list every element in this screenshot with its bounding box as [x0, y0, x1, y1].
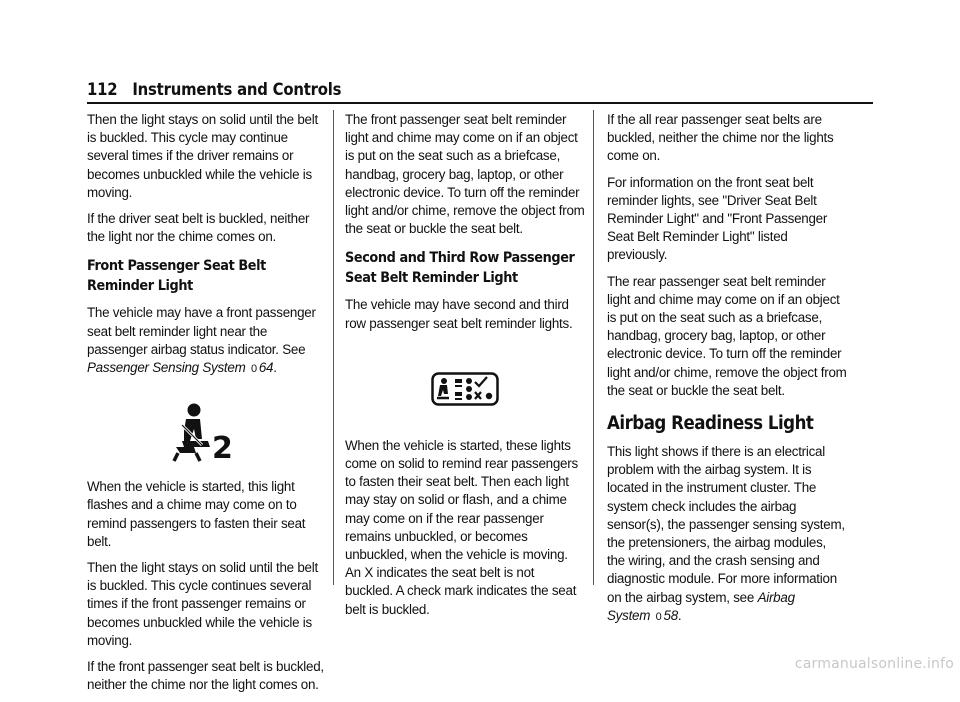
paragraph: For information on the front seat belt reminder lights, see "Driver Seat Belt Reminder Light" and "Front Passenger Seat Belt Reminder Light" listed previously. — [607, 174, 828, 263]
header-rule — [87, 102, 873, 104]
paragraph: If the all rear passenger seat belts are buckled, neither the chime nor the lights come on. — [607, 112, 834, 164]
section-heading: Front Passenger Seat Belt Reminder Light — [87, 258, 266, 295]
watermark: carmanualsonline.info — [794, 656, 954, 672]
section-heading: Airbag Readiness Light — [607, 413, 814, 435]
page-ref-icon: 0 — [655, 610, 662, 623]
cross-reference-link[interactable]: Passenger Sensing System 0 64 — [87, 360, 274, 376]
column-1 — [87, 111, 327, 702]
paragraph: The vehicle may have second and third row passenger seat belt reminder lights. — [345, 297, 573, 331]
column-2 — [345, 111, 585, 627]
paragraph: Then the light stays on solid until the belt is buckled. This cycle may continue several times if the driver remains or becomes unbuckled while the vehicle is moving. — [87, 112, 318, 200]
page-ref-icon: 0 — [250, 363, 257, 376]
column-divider — [593, 110, 594, 585]
paragraph: When the vehicle is started, this light flashes and a chime may come on to remind passengers to fasten their seat belt. — [87, 479, 306, 549]
paragraph: Then the light stays on solid until the belt is buckled. This cycle continues several times if the front passenger remains or becomes unbuckled while the vehicle is moving. — [87, 560, 318, 648]
page-number: 112 — [87, 80, 118, 99]
paragraph: The vehicle may have a front passenger seat belt reminder light near the passenger airbag status indicator. See Passenger Sensing System 0 64. — [87, 305, 316, 376]
section-heading: Second and Third Row Passenger Seat Belt Reminder Light — [345, 250, 575, 287]
paragraph: The rear passenger seat belt reminder light and chime may come on if an object is put on the seat such as a briefcase, handbag, grocery bag, laptop, or other electronic device. To turn off the reminder light and/or chime, remove the object from the seat or buckle the seat belt. — [607, 273, 847, 398]
paragraph: This light shows if there is an electrical problem with the airbag system. It is located in the instrument cluster. The system check includes the airbag sensor(s), the passenger sensing system, the pretensioners, the airbag modules, the wiring, and the crash sensing and diagnostic module. For more information on the airbag system, see Airbag System 0 58. — [607, 444, 845, 623]
paragraph: When the vehicle is started, these lights come on solid to remind rear passengers to fasten their seat belt. Then each light may stay on solid or flash, and a chime may come on if the rear passenger remains unbuckled, or becomes unbuckled, when the vehicle is moving. An X indicates the seat belt is not buckled. A check mark indicates the seat belt is buckled. — [345, 437, 578, 617]
front-passenger-seatbelt-reminder-icon — [87, 386, 327, 478]
cross-reference-link[interactable]: Airbag System 0 58 — [607, 589, 795, 623]
column-divider — [333, 110, 334, 585]
section-title: Instruments and Controls — [132, 80, 342, 99]
paragraph: If the driver seat belt is buckled, neither the light nor the chime comes on. — [87, 211, 310, 245]
column-3 — [607, 111, 847, 634]
rear-seatbelt-reminder-icon — [345, 341, 585, 437]
page-header — [87, 80, 341, 99]
paragraph: The front passenger seat belt reminder light and chime may come on if an object is put on the seat such as a briefcase, handbag, grocery bag, laptop, or other electronic device. To turn off the reminder light and/or chime, remove the object from the seat or buckle the seat belt. — [345, 112, 585, 237]
svg-text:2: 2 — [212, 431, 233, 464]
paragraph: If the front passenger seat belt is buckled, neither the chime nor the light comes on. — [87, 659, 324, 693]
